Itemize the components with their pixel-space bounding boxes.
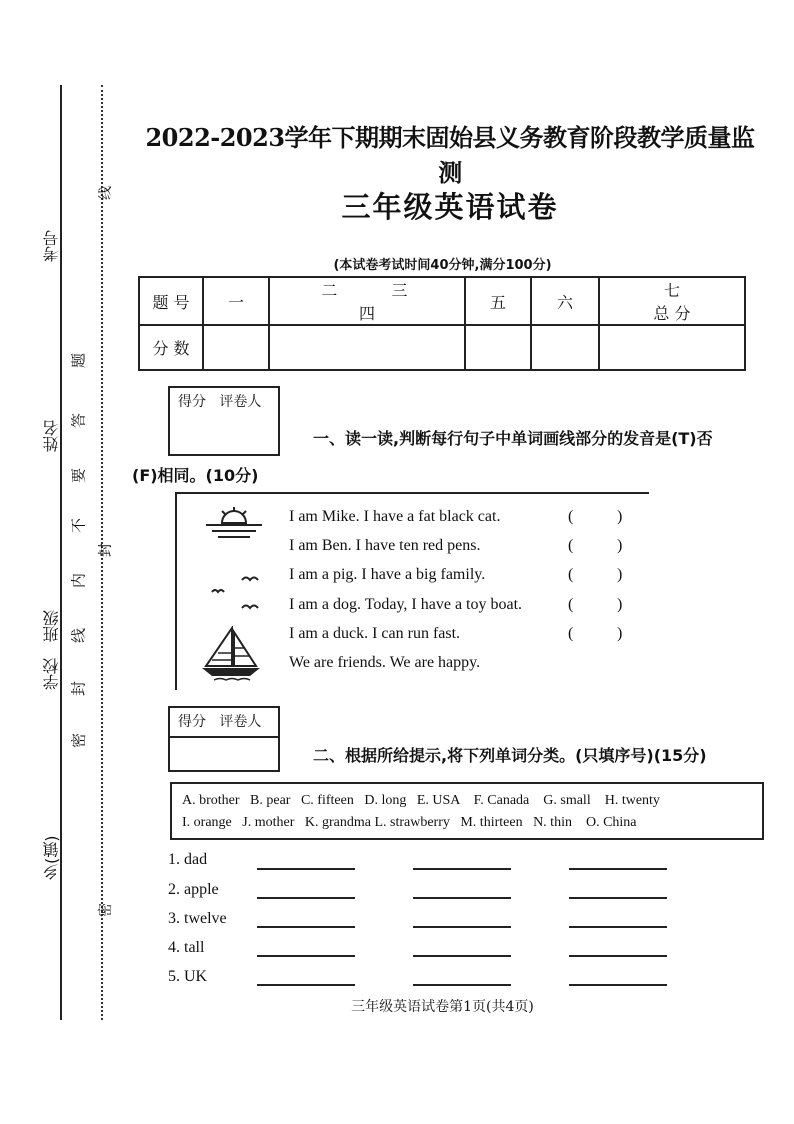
answer-paren-close: ): [617, 508, 623, 525]
answer-blank[interactable]: [257, 926, 355, 928]
binding-seal-char: 封: [98, 543, 114, 557]
exam-note: (本试卷考试时间40分钟,满分100分): [333, 258, 552, 273]
exam-subtitle: 三年级英语试卷: [341, 190, 559, 224]
section1-frame-line: [175, 492, 649, 494]
answer-blank[interactable]: [257, 868, 355, 870]
section1-frame-left: [175, 492, 177, 690]
section1-heading-cont: (F)相同。(10分): [132, 466, 259, 485]
answer-blank[interactable]: [413, 897, 511, 899]
warning-char: 内: [69, 573, 88, 589]
exam-number-label: 考号: [42, 230, 61, 262]
sentence-4: I am a dog. Today, I have a toy boat.: [289, 596, 523, 613]
answer-blank[interactable]: [257, 955, 355, 957]
answer-paren-close: ): [617, 625, 623, 642]
section2-heading: 二、根据所给提示,将下列单词分类。(只填序号)(15分): [313, 746, 707, 765]
score-col-3: 三: [391, 281, 408, 300]
answer-blank[interactable]: [413, 955, 511, 957]
grader-labels: [170, 388, 278, 416]
word-bank-row: A. brother B. pear C. fifteen D. long E. USA F. Canada G. small H. twenty: [182, 793, 660, 808]
answer-blank[interactable]: [413, 984, 511, 986]
answer-paren-close: ): [617, 566, 623, 583]
warning-char: 题: [69, 353, 88, 369]
warning-char: 不: [69, 518, 88, 534]
answer-blank[interactable]: [413, 926, 511, 928]
answer-paren-open[interactable]: (: [568, 625, 574, 642]
grader-labels: [170, 708, 278, 736]
answer-blank[interactable]: [413, 868, 511, 870]
question-label: 5. UK: [168, 968, 208, 985]
grader-score-label: 得分: [178, 714, 206, 730]
word-bank-row: I. orange J. mother K. grandma L. strawberry M. thirteen N. thin O. China: [182, 815, 637, 830]
score-table-cell: 一: [203, 277, 269, 325]
score-input-cell[interactable]: [203, 325, 269, 370]
score-col-total: 总 分: [653, 304, 691, 323]
warning-char: 封: [69, 681, 88, 697]
score-col-7: 七: [663, 281, 680, 300]
binding-secret-char: 密: [98, 903, 114, 917]
sentence-1: I am Mike. I have a fat black cat.: [289, 508, 501, 525]
score-table-cell: 题 号: [139, 277, 203, 325]
grader-divider: [170, 736, 278, 738]
grader-box-1: [168, 386, 280, 456]
answer-paren-close: ): [617, 596, 623, 613]
answer-paren-close: ): [617, 537, 623, 554]
answer-blank[interactable]: [257, 897, 355, 899]
answer-blank[interactable]: [569, 984, 667, 986]
word-bank: [170, 782, 764, 840]
warning-char: 密: [69, 733, 88, 749]
page-footer: 三年级英语试卷第1页(共4页): [351, 999, 534, 1015]
score-table-cell: [599, 277, 745, 325]
warning-char: 线: [69, 628, 88, 644]
answer-blank[interactable]: [257, 984, 355, 986]
grader-reviewer-label: 评卷人: [219, 394, 262, 410]
score-input-cell[interactable]: [269, 325, 465, 370]
town-label: 乡(镇): [42, 835, 61, 880]
sentence-6: We are friends. We are happy.: [289, 654, 481, 671]
score-table-cell: [269, 277, 465, 325]
answer-blank[interactable]: [569, 955, 667, 957]
answer-paren-open[interactable]: (: [568, 566, 574, 583]
score-input-cell[interactable]: [465, 325, 531, 370]
exam-title: 2022-2023学年下期期末固始县义务教育阶段教学质量监测: [145, 123, 755, 187]
score-col-4: 四: [358, 304, 375, 323]
score-table-cell: 五: [465, 277, 531, 325]
warning-char: 要: [69, 468, 88, 484]
answer-paren-open[interactable]: (: [568, 537, 574, 554]
score-table-cell: 分 数: [139, 325, 203, 370]
question-label: 1. dad: [168, 851, 208, 868]
answer-blank[interactable]: [569, 926, 667, 928]
school-class-label: 学校 班级: [42, 610, 61, 690]
sentence-2: I am Ben. I have ten red pens.: [289, 537, 481, 554]
birds-illustration: [208, 572, 268, 616]
score-table-score-row: [139, 325, 745, 370]
sunset-illustration: [204, 505, 264, 541]
sentence-5: I am a duck. I can run fast.: [289, 625, 461, 642]
sentence-3: I am a pig. I have a big family.: [289, 566, 486, 583]
name-label: 姓名: [42, 420, 61, 452]
answer-paren-open[interactable]: (: [568, 596, 574, 613]
answer-blank[interactable]: [569, 897, 667, 899]
section1-heading: 一、读一读,判断每行句子中单词画线部分的发音是(T)否: [313, 429, 713, 448]
binding-line-char: 线: [98, 186, 114, 200]
score-input-cell[interactable]: [599, 325, 745, 370]
grader-box-2: [168, 706, 280, 772]
question-label: 2. apple: [168, 881, 219, 898]
sailboat-illustration: [198, 626, 264, 682]
score-table-header-row: [139, 277, 745, 325]
warning-char: 答: [69, 413, 88, 429]
question-label: 4. tall: [168, 939, 205, 956]
answer-paren-open[interactable]: (: [568, 508, 574, 525]
score-table: [138, 276, 746, 371]
score-table-cell: 六: [531, 277, 599, 325]
grader-reviewer-label: 评卷人: [219, 714, 262, 730]
score-input-cell[interactable]: [531, 325, 599, 370]
grader-score-label: 得分: [178, 394, 206, 410]
answer-blank[interactable]: [569, 868, 667, 870]
question-label: 3. twelve: [168, 910, 227, 927]
score-col-2: 二: [321, 281, 338, 300]
